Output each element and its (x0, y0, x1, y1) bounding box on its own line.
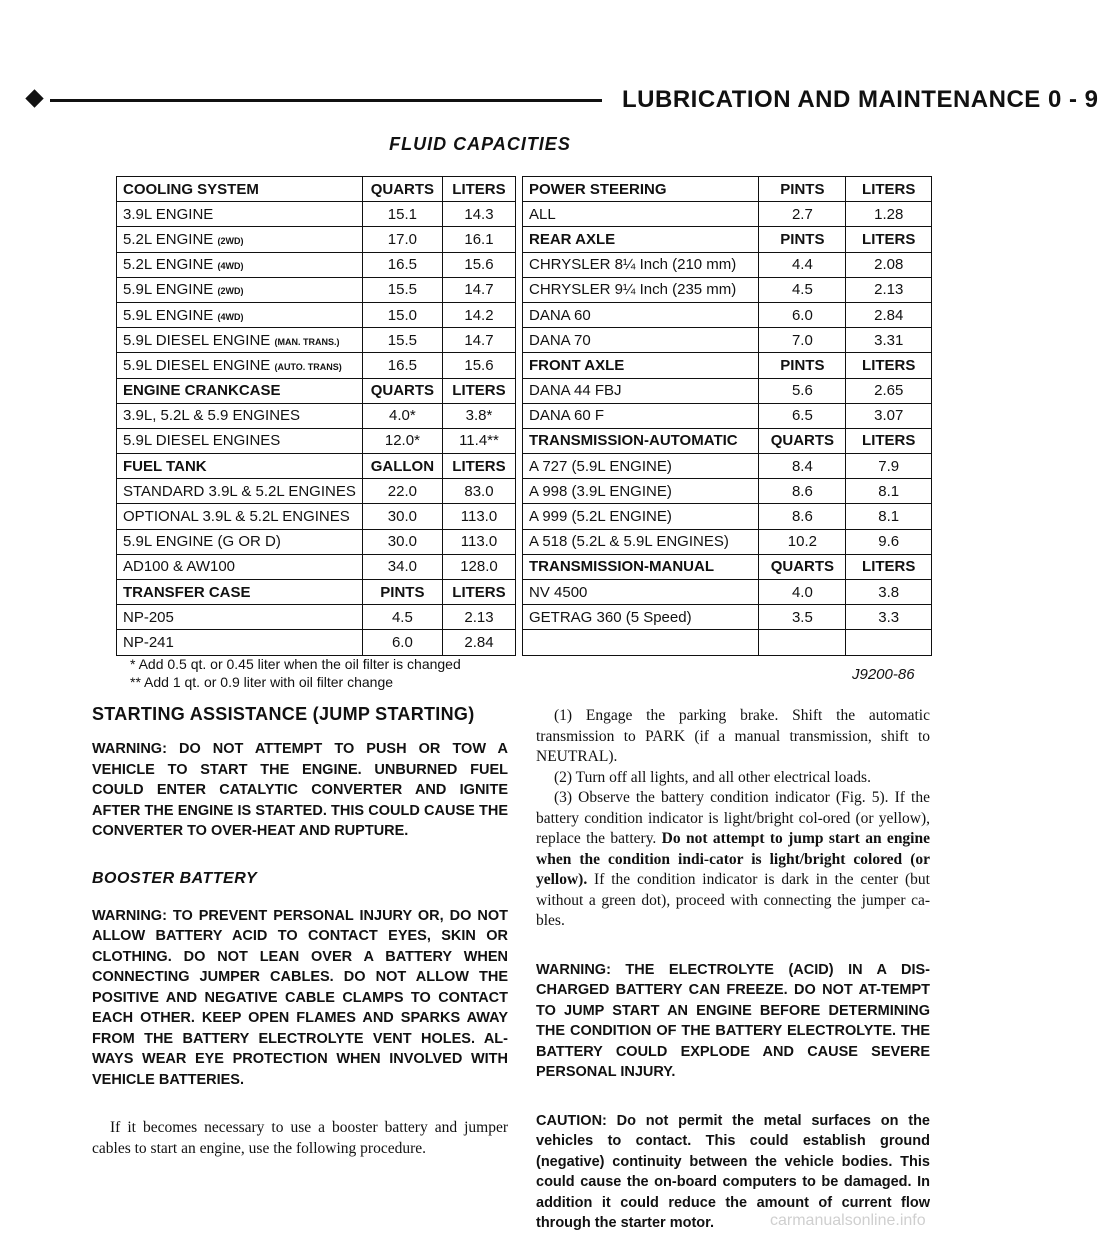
cell-text: 5.9L DIESEL ENGINES (123, 432, 281, 450)
table-row (117, 328, 516, 353)
table-cell-value (442, 630, 515, 655)
cell-text: 6.0 (791, 306, 813, 324)
cell-text: STANDARD 3.9L & 5.2L ENGINES (123, 482, 356, 500)
table-cell-label (523, 177, 759, 202)
table-cell-label (523, 353, 759, 378)
table-cell-value (759, 529, 846, 554)
cell-text: 3.3 (878, 608, 900, 626)
cell-text: 3.9L ENGINE (123, 205, 214, 223)
table-row (523, 403, 932, 428)
table-header-row (117, 177, 516, 202)
footnote: * Add 0.5 qt. or 0.45 liter when the oil filter is changed (130, 656, 461, 672)
table-cell-label (523, 202, 759, 227)
table-cell-value (846, 302, 932, 327)
table-row (117, 605, 516, 630)
table-cell-value (846, 202, 932, 227)
cell-text: 14.2 (464, 306, 494, 324)
table-cell-label (117, 605, 363, 630)
cell-text: PINTS (380, 583, 425, 601)
header-rule (50, 99, 602, 102)
table-cell-value (442, 454, 515, 479)
header-title: LUBRICATION AND MAINTENANCE 0 - 9 (622, 86, 1099, 113)
cell-text: 2.84 (464, 633, 494, 651)
table-cell-value (759, 630, 846, 655)
cell-text: DANA 44 FBJ (529, 382, 622, 400)
cell-text: 16.5 (387, 356, 417, 374)
cell-text: 10.2 (787, 533, 817, 551)
cell-text: 113.0 (460, 508, 498, 526)
table-cell-value (362, 277, 442, 302)
warning-text: WARNING: DO NOT ATTEMPT TO PUSH OR TOW A VEHICLE TO START THE ENGINE. UNBURNED FUEL COULD ENTER CATALYTIC CONVERTER AND IGNITE AFTER THE ENGINE IS STARTED. THIS COULD CAUSE THE CONVERTER TO OVER-HEAT AND RUPTURE. (92, 741, 508, 839)
cell-qualifier: (4WD) (217, 261, 244, 272)
cell-text: PINTS (780, 230, 825, 248)
cell-text: 11.4** (459, 432, 499, 450)
cell-text: 14.7 (464, 331, 494, 349)
cell-text: 16.5 (387, 256, 417, 274)
warning-text: WARNING: TO PREVENT PERSONAL INJURY OR, DO NOT ALLOW BATTERY ACID TO CONTACT EYES, SKIN OR CLOTHING. DO NOT LEAN OVER A BATTERY WHEN CONNECTING JUMPER CABLES. DO NOT ALLOW THE POSITIVE AND NEGATIVE CABLE CLAMPS TO CONTACT EACH OTHER. KEEP OPEN FLAMES AND SPARKS AWAY FROM THE BATTERY ELECTROLYTE VENT HOLES. AL-WAYS WEAR EYE PROTECTION WHEN INVOLVED WITH VEHICLE BATTERIES. (92, 907, 508, 1088)
cell-text: 2.65 (874, 382, 904, 400)
cell-text: 34.0 (387, 558, 417, 576)
table-cell-value (759, 403, 846, 428)
cell-text: 5.9L DIESEL ENGINE (123, 356, 271, 374)
table-cell-value (362, 479, 442, 504)
cell-text: OPTIONAL 3.9L & 5.2L ENGINES (123, 508, 350, 526)
table-header-row (523, 428, 932, 453)
table-row (523, 252, 932, 277)
table-cell-value (362, 378, 442, 403)
cell-text: 15.6 (464, 356, 494, 374)
fluid-capacities-table-left (116, 176, 516, 656)
cell-text: 12.0* (384, 432, 420, 450)
table-row (117, 277, 516, 302)
table-cell-value (442, 554, 515, 579)
table-cell-value (362, 454, 442, 479)
table-cell-value (846, 403, 932, 428)
table-cell-label (117, 378, 363, 403)
table-header-row (523, 177, 932, 202)
table-header-row (523, 353, 932, 378)
table-header-row (523, 227, 932, 252)
cell-text: DANA 70 (529, 331, 591, 349)
table-cell-value (759, 302, 846, 327)
table-row (523, 302, 932, 327)
cell-text: 3.5 (791, 608, 813, 626)
cell-text: NP-241 (123, 633, 174, 651)
table-row (523, 580, 932, 605)
cell-text: LITERS (862, 230, 916, 248)
table-cell-value (442, 580, 515, 605)
cell-text: REAR AXLE (529, 230, 616, 248)
table-cell-label (117, 177, 363, 202)
cell-qualifier: (AUTO. TRANS) (274, 361, 342, 372)
table-cell-value (759, 554, 846, 579)
cell-text: A 518 (5.2L & 5.9L ENGINES) (529, 533, 729, 551)
cell-text: 15.5 (387, 331, 417, 349)
cell-text: 8.4 (791, 457, 813, 475)
fluid-capacities-table-right (522, 176, 932, 656)
table-cell-label (523, 277, 759, 302)
table-cell-value (362, 554, 442, 579)
table-row (523, 504, 932, 529)
cell-text: 5.9L ENGINE (123, 281, 214, 299)
cell-text: QUARTS (370, 180, 435, 198)
table-cell-value (362, 605, 442, 630)
table-cell-value (846, 252, 932, 277)
cell-text: 15.6 (464, 256, 494, 274)
left-column (92, 704, 508, 1159)
cell-text: LITERS (862, 180, 916, 198)
cell-text: GALLON (370, 457, 435, 475)
table-cell-value (846, 554, 932, 579)
table-row (117, 227, 516, 252)
table-cell-label (523, 302, 759, 327)
table-cell-value (442, 428, 515, 453)
table-cell-label (523, 428, 759, 453)
table-cell-label (117, 529, 363, 554)
cell-text: 17.0 (387, 230, 417, 248)
cell-text: 5.6 (791, 382, 813, 400)
table-row (117, 202, 516, 227)
cell-text: LITERS (452, 583, 506, 601)
page-header (28, 86, 1099, 116)
cell-text: AD100 & AW100 (123, 558, 236, 576)
table-row (523, 277, 932, 302)
table-row (117, 428, 516, 453)
table-cell-label (117, 479, 363, 504)
cell-text: QUARTS (770, 432, 835, 450)
table-cell-value (442, 302, 515, 327)
cell-text: 5.9L ENGINE (G OR D) (123, 533, 281, 551)
table-row (523, 529, 932, 554)
table-row (523, 454, 932, 479)
cell-text: DANA 60 (529, 306, 591, 324)
table-cell-value (759, 227, 846, 252)
cell-text: 2.13 (874, 281, 904, 299)
table-cell-value (759, 479, 846, 504)
cell-text: 3.9L, 5.2L & 5.9 ENGINES (123, 407, 301, 425)
table-cell-value (759, 353, 846, 378)
table-cell-value (846, 529, 932, 554)
cell-text: TRANSMISSION-MANUAL (529, 558, 714, 576)
cell-text: 3.07 (874, 407, 904, 425)
table-cell-value (442, 353, 515, 378)
step-text: (3) Observe the battery condition indicator (Fig. 5). If the battery condition indicator is light/bright col-ored (or yellow), replace the battery. (536, 789, 930, 847)
table-row (523, 202, 932, 227)
table-cell-value (846, 605, 932, 630)
table-cell-value (362, 227, 442, 252)
table-row (117, 479, 516, 504)
table-cell-value (362, 428, 442, 453)
table-cell-value (846, 328, 932, 353)
table-cell-value (362, 328, 442, 353)
cell-text: NV 4500 (529, 583, 588, 601)
table-cell-value (759, 378, 846, 403)
table-cell-label (117, 353, 363, 378)
cell-text: DANA 60 F (529, 407, 605, 425)
table-cell-label (117, 277, 363, 302)
cell-text: 5.2L ENGINE (123, 256, 214, 274)
table-row (523, 630, 932, 655)
table-cell-value (362, 529, 442, 554)
cell-text: PINTS (780, 180, 825, 198)
table-cell-value (759, 202, 846, 227)
cell-text: 128.0 (460, 558, 498, 576)
table-cell-value (442, 403, 515, 428)
table-row (117, 353, 516, 378)
cell-text: 8.6 (791, 482, 813, 500)
table-cell-label (117, 227, 363, 252)
table-cell-label (523, 227, 759, 252)
cell-text: A 727 (5.9L ENGINE) (529, 457, 672, 475)
body-paragraph: If it becomes necessary to use a booster battery and jumper cables to start an engine, use the following procedure. (92, 1119, 508, 1157)
cell-text: 5.9L ENGINE (123, 306, 214, 324)
table-cell-value (846, 378, 932, 403)
cell-text: 30.0 (387, 533, 417, 551)
cell-text: 83.0 (464, 482, 494, 500)
cell-text: 6.0 (391, 633, 413, 651)
cell-text: 5.2L ENGINE (123, 230, 214, 248)
table-cell-value (442, 277, 515, 302)
cell-text: GETRAG 360 (5 Speed) (529, 608, 692, 626)
diamond-icon (25, 89, 43, 107)
step-text: If the condition indicator is dark in the center (but without a green dot), proceed with connecting the jumper ca-bles. (536, 871, 930, 929)
table-cell-value (846, 630, 932, 655)
subsection-heading: BOOSTER BATTERY (92, 869, 258, 887)
table-cell-label (523, 403, 759, 428)
cell-text: 4.5 (791, 281, 813, 299)
cell-text: 22.0 (387, 482, 417, 500)
table-cell-label (117, 302, 363, 327)
cell-text: LITERS (862, 356, 916, 374)
table-cell-value (442, 378, 515, 403)
table-row (117, 529, 516, 554)
cell-text: TRANSMISSION-AUTOMATIC (529, 432, 738, 450)
fluid-capacities-title: FLUID CAPACITIES (389, 134, 571, 154)
cell-text: 15.1 (387, 205, 417, 223)
cell-text: 15.5 (387, 281, 417, 299)
table-row (117, 252, 516, 277)
cell-text: 4.0* (389, 407, 416, 425)
table-row (117, 630, 516, 655)
table-cell-value (442, 504, 515, 529)
table-cell-label (523, 630, 759, 655)
table-cell-value (759, 580, 846, 605)
table-header-row (523, 554, 932, 579)
procedure-step: (2) Turn off all lights, and all other electrical loads. (554, 768, 871, 786)
table-cell-label (117, 252, 363, 277)
cell-text: 3.31 (874, 331, 904, 349)
table-header-row (117, 580, 516, 605)
table-cell-value (362, 353, 442, 378)
cell-text: QUARTS (370, 382, 435, 400)
procedure-step (536, 788, 930, 932)
cell-text: 2.08 (874, 256, 904, 274)
caution-text: CAUTION: Do not permit the metal surfaces on the vehicles to contact. This could establish ground (negative) continuity between the vehicle bodies. This could cause the on-board computers to be damaged. In addition it could reduce the amount of current flow through the starter motor. (536, 1112, 930, 1231)
table-cell-label (117, 328, 363, 353)
warning-text: WARNING: THE ELECTROLYTE (ACID) IN A DIS-CHARGED BATTERY CAN FREEZE. DO NOT AT-TEMPT TO JUMP START AN ENGINE BEFORE DETERMINING THE CONDITION OF THE BATTERY ELECTROLYTE. THE BATTERY COULD EXPLODE AND CAUSE SEVERE PERSONAL INJURY. (536, 961, 930, 1080)
table-cell-value (362, 580, 442, 605)
cell-text: LITERS (452, 457, 506, 475)
cell-text: 7.0 (791, 331, 813, 349)
cell-text: LITERS (862, 432, 916, 450)
cell-text: 4.5 (391, 608, 413, 626)
table-cell-value (846, 479, 932, 504)
table-cell-label (523, 479, 759, 504)
cell-text: PINTS (780, 356, 825, 374)
table-cell-value (362, 252, 442, 277)
cell-text: 2.84 (874, 306, 904, 324)
table-cell-value (846, 353, 932, 378)
table-row (523, 378, 932, 403)
table-cell-value (442, 252, 515, 277)
table-cell-value (442, 177, 515, 202)
cell-qualifier: (2WD) (217, 286, 244, 297)
cell-text: 8.1 (878, 482, 900, 500)
table-cell-label (117, 504, 363, 529)
cell-text: 113.0 (460, 533, 498, 551)
cell-text: 2.7 (791, 205, 813, 223)
cell-text: QUARTS (770, 558, 835, 576)
table-cell-value (362, 630, 442, 655)
table-cell-label (117, 580, 363, 605)
table-row (523, 479, 932, 504)
table-cell-value (846, 454, 932, 479)
table-row (523, 328, 932, 353)
cell-qualifier: (MAN. TRANS.) (274, 336, 340, 347)
right-column (536, 706, 930, 1234)
table-row (117, 554, 516, 579)
cell-text: 1.28 (874, 205, 904, 223)
table-cell-value (759, 328, 846, 353)
table-cell-value (759, 454, 846, 479)
figure-id: J9200-86 (852, 666, 915, 683)
table-cell-label (523, 454, 759, 479)
table-cell-label (523, 378, 759, 403)
table-cell-label (523, 554, 759, 579)
table-cell-value (759, 177, 846, 202)
table-cell-value (362, 177, 442, 202)
table-cell-value (846, 504, 932, 529)
table-cell-value (846, 227, 932, 252)
cell-text: A 999 (5.2L ENGINE) (529, 508, 672, 526)
table-cell-value (362, 504, 442, 529)
cell-text: LITERS (452, 180, 506, 198)
cell-text: 4.0 (791, 583, 813, 601)
table-cell-label (523, 252, 759, 277)
cell-text: ALL (529, 205, 556, 223)
table-cell-value (846, 580, 932, 605)
cell-qualifier: (4WD) (217, 311, 244, 322)
cell-text: 16.1 (464, 230, 494, 248)
table-cell-value (442, 227, 515, 252)
table-footnotes (130, 655, 461, 691)
table-row (523, 605, 932, 630)
cell-text: 9.6 (878, 533, 900, 551)
cell-text: 30.0 (387, 508, 417, 526)
table-row (117, 403, 516, 428)
cell-text: FRONT AXLE (529, 356, 625, 374)
table-cell-label (523, 529, 759, 554)
cell-text: POWER STEERING (529, 180, 667, 198)
cell-text: 14.3 (464, 205, 494, 223)
table-cell-value (442, 605, 515, 630)
cell-text: NP-205 (123, 608, 174, 626)
table-cell-value (442, 529, 515, 554)
table-cell-label (117, 202, 363, 227)
cell-qualifier: (2WD) (217, 235, 244, 246)
watermark: carmanualsonline.info (770, 1212, 926, 1229)
step-emphasis: Do not attempt to jump start an engine when the condition indi-cator is light/bright colored (or yellow). (536, 830, 930, 888)
cell-text: ENGINE CRANKCASE (123, 382, 281, 400)
table-cell-value (442, 328, 515, 353)
cell-text: 15.0 (387, 306, 417, 324)
table-cell-label (117, 403, 363, 428)
cell-text: 8.6 (791, 508, 813, 526)
cell-text: 8.1 (878, 508, 900, 526)
table-cell-label (523, 580, 759, 605)
cell-text: CHRYSLER 8¼ Inch (210 mm) (529, 256, 737, 274)
table-cell-value (846, 177, 932, 202)
cell-text: 7.9 (878, 457, 900, 475)
table-cell-value (759, 605, 846, 630)
cell-text: CHRYSLER 9¼ Inch (235 mm) (529, 281, 737, 299)
table-cell-value (846, 428, 932, 453)
table-row (117, 504, 516, 529)
table-cell-value (362, 403, 442, 428)
table-cell-label (523, 328, 759, 353)
table-cell-value (759, 428, 846, 453)
cell-text: FUEL TANK (123, 457, 207, 475)
cell-text: 3.8 (878, 583, 900, 601)
cell-text: COOLING SYSTEM (123, 180, 259, 198)
table-cell-value (442, 479, 515, 504)
cell-text: 14.7 (464, 281, 494, 299)
table-cell-value (759, 504, 846, 529)
cell-text: A 998 (3.9L ENGINE) (529, 482, 672, 500)
table-row (117, 302, 516, 327)
table-header-row (117, 454, 516, 479)
table-cell-value (442, 202, 515, 227)
cell-text: 6.5 (791, 407, 813, 425)
table-cell-value (362, 202, 442, 227)
table-cell-value (362, 302, 442, 327)
cell-text: LITERS (862, 558, 916, 576)
cell-text: LITERS (452, 382, 506, 400)
table-cell-label (117, 554, 363, 579)
table-cell-label (117, 630, 363, 655)
cell-text: 2.13 (464, 608, 494, 626)
cell-text: TRANSFER CASE (123, 583, 251, 601)
cell-text: 5.9L DIESEL ENGINE (123, 331, 271, 349)
table-cell-value (759, 277, 846, 302)
table-cell-label (117, 428, 363, 453)
table-header-row (117, 378, 516, 403)
table-cell-label (523, 605, 759, 630)
table-cell-value (759, 252, 846, 277)
table-cell-value (846, 277, 932, 302)
cell-text: 3.8* (465, 407, 493, 425)
table-cell-label (117, 454, 363, 479)
table-cell-label (523, 504, 759, 529)
procedure-step: (1) Engage the parking brake. Shift the automatic transmission to PARK (if a manual transmission, shift to NEUTRAL). (536, 707, 930, 765)
footnote: ** Add 1 qt. or 0.9 liter with oil filter change (130, 674, 394, 690)
cell-text: 4.4 (791, 256, 813, 274)
section-heading: STARTING ASSISTANCE (JUMP STARTING) (92, 704, 475, 724)
